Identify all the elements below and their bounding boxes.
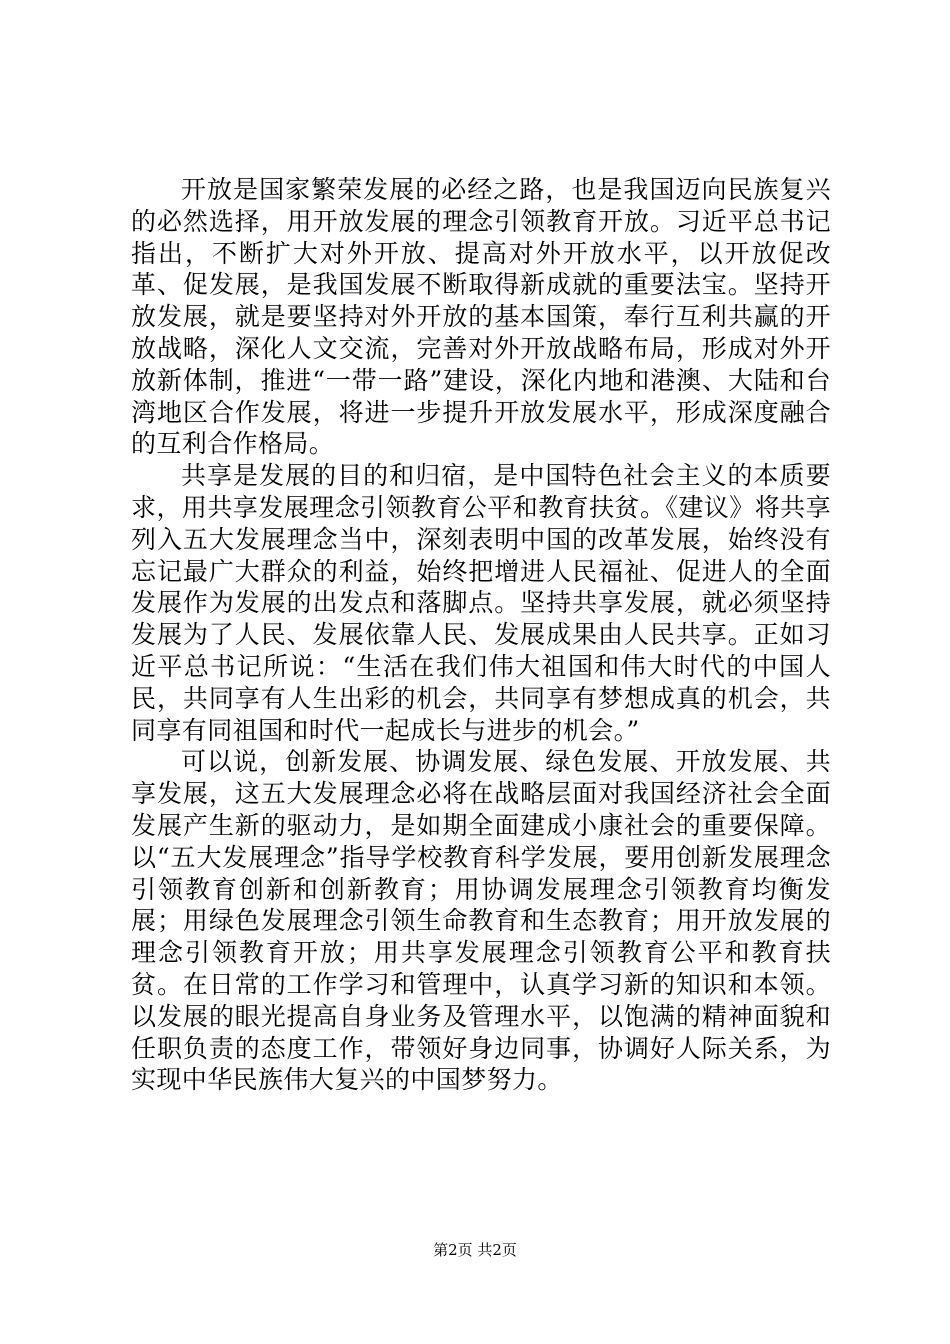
document-body <box>131 174 831 1096</box>
paragraph-shared-development: 共享是发展的目的和归宿，是中国特色社会主义的本质要求，用共享发展理念引领教育公平和教育扶贫。《建议》将共享列入五大发展理念当中，深刻表明中国的改革发展，始终没有忘记最广大群众的利益，始终把增进人民福祉、促进人的全面发展作为发展的出发点和落脚点。坚持共享发展，就必须坚持发展为了人民、发展依靠人民、发展成果由人民共享。正如习近平总书记所说：“生活在我们伟大祖国和伟大时代的中国人民，共同享有人生出彩的机会，共同享有梦想成真的机会，共同享有同祖国和时代一起成长与进步的机会。” <box>131 461 831 745</box>
paragraph-opening-development: 开放是国家繁荣发展的必经之路，也是我国迈向民族复兴的必然选择，用开放发展的理念引领教育开放。习近平总书记指出，不断扩大对外开放、提高对外开放水平，以开放促改革、促发展，是我国发展不断取得新成就的重要法宝。坚持开放发展，就是要坚持对外开放的基本国策，奉行互利共赢的开放战略，深化人文交流，完善对外开放战略布局，形成对外开放新体制，推进“一带一路”建设，深化内地和港澳、大陆和台湾地区合作发展，将进一步提升开放发展水平，形成深度融合的互利合作格局。 <box>131 175 831 459</box>
paragraph-conclusion: 可以说，创新发展、协调发展、绿色发展、开放发展、共享发展，这五大发展理念必将在战略层面对我国经济社会全面发展产生新的驱动力，是如期全面建成小康社会的重要保障。以“五大发展理念”指导学校教育科学发展，要用创新发展理念引领教育创新和创新教育；用协调发展理念引领教育均衡发展；用绿色发展理念引领生命教育和生态教育；用开放发展的理念引领教育开放；用共享发展理念引领教育公平和教育扶贫。在日常的工作学习和管理中，认真学习新的知识和本领。以发展的眼光提高自身业务及管理水平，以饱满的精神面貌和任职负责的态度工作，带领好身边同事，协调好人际关系，为实现中华民族伟大复兴的中国梦努力。 <box>131 747 831 1095</box>
page-number-footer: 第2页 共2页 <box>433 1241 517 1259</box>
